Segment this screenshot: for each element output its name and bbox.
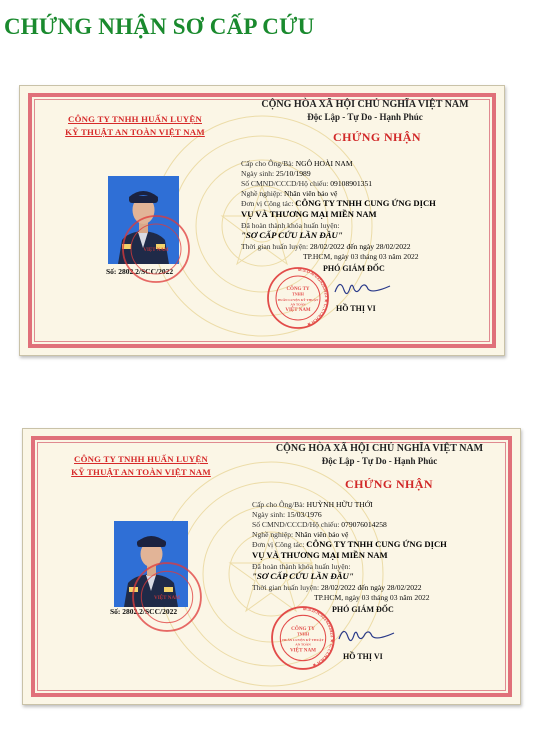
occupation-label: Nghề nghiệp: [252, 530, 294, 539]
issued-to-value: NGÔ HOÀI NAM [295, 159, 353, 168]
issuing-company [60, 113, 210, 139]
issued-to-label: Cấp cho Ông/Bà: [252, 500, 305, 509]
seal-line-4: AN TOÀN [295, 642, 311, 647]
photo-seal-text: VIỆT NAM [154, 595, 180, 602]
signer-name: HỒ THỊ VI [336, 304, 376, 313]
completed-label: Đã hoàn thành khóa huấn luyện: [241, 221, 340, 230]
course-name: "SƠ CẤP CỨU LẦN ĐẦU" [241, 230, 343, 240]
seal-line-4: AN TOÀN [290, 302, 306, 307]
id-label: Số CMND/CCCD/Hộ chiếu: [252, 520, 340, 529]
serial-number: Số: 2802.2/SCC/2022 [106, 267, 174, 276]
company-line-2: KỸ THUẬT AN TOÀN VIỆT NAM [71, 467, 211, 477]
workplace-row-2 [252, 551, 388, 561]
issued-to-row [241, 159, 353, 169]
workplace-label: Đơn vị Công tác: [241, 199, 294, 208]
dob-value: 15/03/1976 [287, 510, 322, 519]
occupation-value: Nhân viên bảo vệ [284, 189, 338, 198]
issued-to-label: Cấp cho Ông/Bà: [241, 159, 294, 168]
issuing-company [61, 453, 221, 479]
national-header [257, 443, 502, 467]
national-header [245, 99, 485, 123]
workplace-value-line-2: VỤ VÀ THƯƠNG MẠI MIỀN NAM [241, 209, 377, 219]
duration-label: Thời gian huấn luyện: [252, 583, 320, 592]
seal-ring-text: M.S.D.N:0314283923 ★ C.T.T.N.H.H ★ [302, 606, 335, 669]
serial-number: Số: 2802.2/SCC/2022 [110, 607, 178, 616]
company-seal [270, 605, 336, 671]
dob-label: Ngày sinh: [252, 510, 286, 519]
issue-date: TP.HCM, ngày 03 tháng 03 năm 2022 [314, 593, 430, 602]
issued-to-value: HUỲNH HỮU THỚI [306, 500, 373, 509]
course-row [252, 572, 354, 582]
duration-value: 28/02/2022 đến ngày 28/02/2022 [309, 242, 411, 251]
seal-line-1: CÔNG TY [286, 287, 310, 292]
workplace-row [241, 199, 436, 209]
seal-line-5: VIỆT NAM [289, 647, 317, 654]
signer-position: PHÓ GIÁM ĐỐC [323, 264, 385, 273]
certificate-card [22, 428, 521, 705]
workplace-value-line-2: VỤ VÀ THƯƠNG MẠI MIỀN NAM [252, 550, 388, 560]
signature [335, 621, 397, 647]
certificate-heading: CHỨNG NHẬN [345, 477, 433, 491]
issued-to-row [252, 500, 373, 510]
national-motto: Độc Lập - Tự Do - Hạnh Phúc [321, 456, 438, 466]
id-row [241, 179, 372, 189]
photo-overlap-seal [120, 213, 192, 285]
workplace-row [252, 540, 447, 550]
id-row [252, 520, 387, 530]
republic-title: CỘNG HÒA XÃ HỘI CHỦ NGHĨA VIỆT NAM [261, 99, 469, 110]
page-title: CHỨNG NHẬN SƠ CẤP CỨU [4, 14, 315, 39]
certificate-heading: CHỨNG NHẬN [333, 130, 421, 144]
certificate-card [19, 85, 505, 356]
company-seal [266, 266, 330, 330]
course-name: "SƠ CẤP CỨU LẦN ĐẦU" [252, 571, 354, 581]
id-value: 079076014258 [341, 520, 387, 529]
id-value: 09108901351 [330, 179, 373, 188]
duration-row [252, 583, 422, 593]
signer-name: HỒ THỊ VI [343, 652, 383, 661]
dob-row [252, 510, 322, 520]
duration-row [241, 242, 411, 252]
id-label: Số CMND/CCCD/Hộ chiếu: [241, 179, 329, 188]
occupation-value: Nhân viên bảo vệ [295, 530, 349, 539]
workplace-value-line-1: CÔNG TY TNHH CUNG ỨNG DỊCH [306, 539, 447, 549]
dob-value: 25/10/1989 [276, 169, 311, 178]
seal-line-1: CÔNG TY [291, 625, 315, 632]
photo-seal-text: VIỆT NAM [143, 248, 169, 253]
duration-value: 28/02/2022 đến ngày 28/02/2022 [320, 583, 422, 592]
company-line-1: CÔNG TY TNHH HUẤN LUYỆN [68, 114, 202, 124]
workplace-value-line-1: CÔNG TY TNHH CUNG ỨNG DỊCH [295, 198, 436, 208]
seal-line-3: HUẤN LUYỆN KỸ THUẬT [282, 638, 324, 643]
company-line-2: KỸ THUẬT AN TOÀN VIỆT NAM [65, 127, 205, 137]
workplace-row-2 [241, 210, 377, 220]
seal-ring-text: M.S.D.N:0314283923 ★ C.T.T.N.H.H ★ [297, 266, 329, 328]
seal-line-2: TNHH [292, 291, 304, 297]
occupation-label: Nghề nghiệp: [241, 189, 283, 198]
dob-row [241, 169, 311, 179]
issue-date: TP.HCM, ngày 03 tháng 03 năm 2022 [303, 252, 419, 261]
photo-overlap-seal [130, 560, 204, 634]
signature [332, 274, 392, 300]
seal-line-5: VIỆT NAM [285, 308, 311, 313]
seal-line-2: TNHH [296, 631, 310, 637]
signer-position: PHÓ GIÁM ĐỐC [332, 605, 394, 614]
dob-label: Ngày sinh: [241, 169, 275, 178]
course-row [241, 231, 343, 241]
duration-label: Thời gian huấn luyện: [241, 242, 309, 251]
company-line-1: CÔNG TY TNHH HUẤN LUYỆN [74, 454, 208, 464]
republic-title: CỘNG HÒA XÃ HỘI CHỦ NGHĨA VIỆT NAM [275, 443, 484, 454]
completed-label: Đã hoàn thành khóa huấn luyện: [252, 562, 351, 571]
workplace-label: Đơn vị Công tác: [252, 540, 305, 549]
national-motto: Độc Lập - Tự Do - Hạnh Phúc [307, 112, 423, 122]
seal-line-3: HUẤN LUYỆN KỸ THUẬT [277, 298, 319, 302]
